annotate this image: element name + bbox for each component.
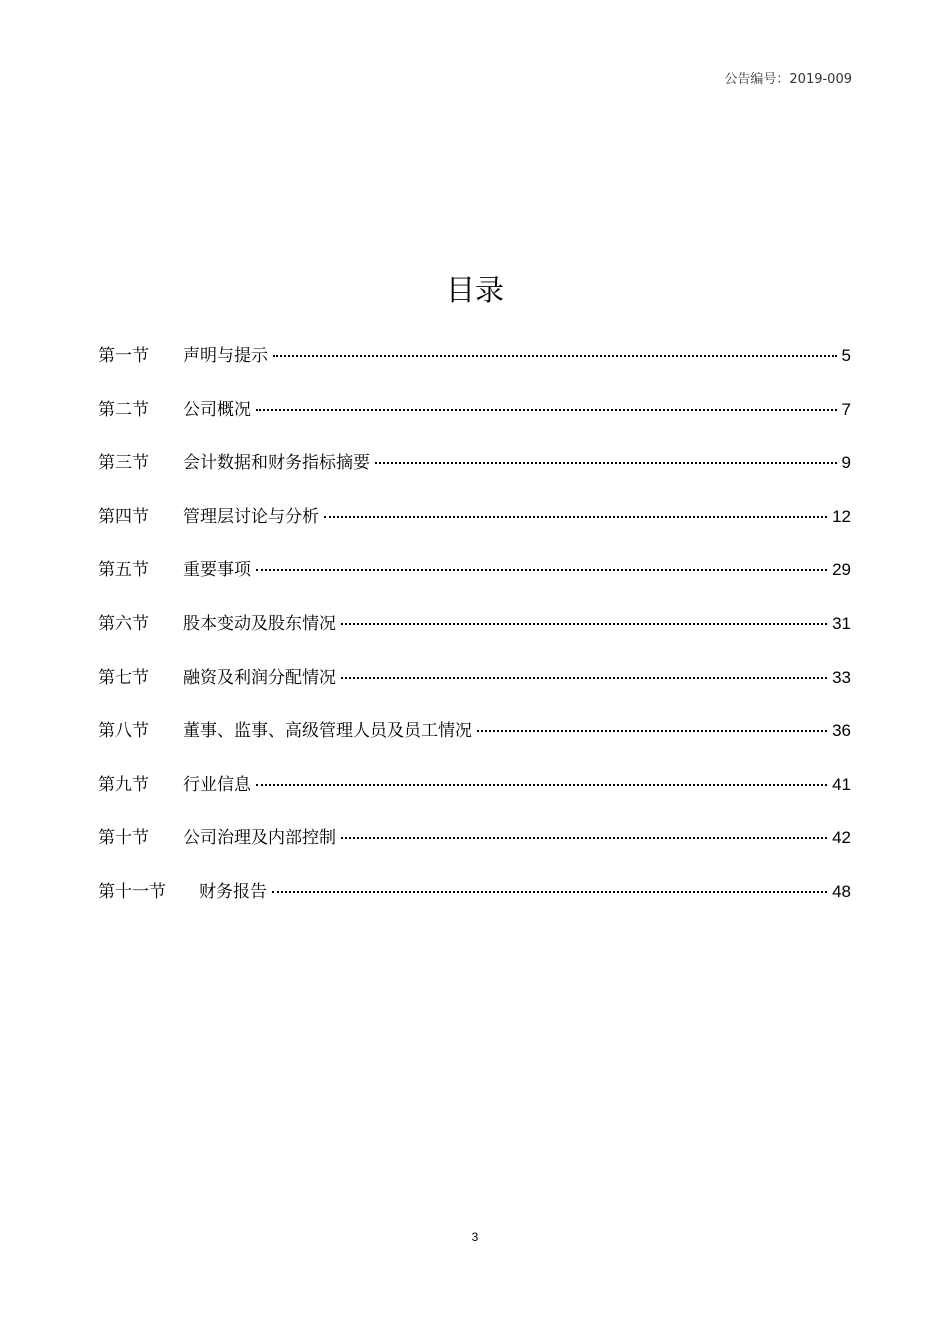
- toc-section-title: 会计数据和财务指标摘要: [183, 453, 370, 474]
- toc-section-number: 第十一节: [98, 881, 166, 902]
- toc-entry[interactable]: [98, 821, 851, 875]
- toc-page-number: 5: [841, 346, 851, 365]
- toc-section-number: 第七节: [98, 667, 149, 688]
- toc-leader-dots: [272, 890, 827, 893]
- toc-leader-dots: [341, 622, 827, 625]
- toc-section-number: 第五节: [98, 560, 149, 581]
- toc-entry[interactable]: [98, 500, 851, 554]
- table-of-contents: [98, 339, 851, 929]
- toc-leader-dots: [341, 836, 827, 839]
- toc-entry[interactable]: [98, 607, 851, 661]
- toc-section-number: 第二节: [98, 399, 149, 420]
- toc-page-number: 48: [832, 881, 851, 901]
- toc-leader-dots: [324, 515, 827, 518]
- toc-page-number: 7: [841, 399, 851, 419]
- toc-leader-dots: [375, 461, 837, 464]
- toc-section-number: 第四节: [98, 506, 149, 527]
- toc-entry[interactable]: [98, 875, 851, 929]
- toc-section-title: 行业信息: [183, 774, 251, 795]
- toc-page-number: 12: [832, 506, 851, 526]
- toc-page-number: 31: [832, 613, 851, 633]
- toc-leader-dots: [273, 354, 837, 357]
- toc-leader-dots: [256, 568, 827, 571]
- toc-page-number: 42: [832, 828, 851, 848]
- toc-page-number: 41: [832, 774, 851, 794]
- toc-section-number: 第九节: [98, 774, 149, 795]
- toc-section-number: 第三节: [98, 453, 149, 474]
- toc-section-title: 融资及利润分配情况: [183, 667, 336, 688]
- toc-section-number: 第八节: [98, 721, 149, 742]
- toc-leader-dots: [477, 729, 827, 732]
- toc-page-number: 9: [841, 453, 851, 473]
- toc-entry[interactable]: [98, 339, 851, 393]
- toc-page-number: 36: [832, 721, 851, 741]
- toc-section-title: 公司治理及内部控制: [183, 828, 336, 849]
- toc-entry[interactable]: [98, 553, 851, 607]
- toc-leader-dots: [256, 783, 827, 786]
- toc-leader-dots: [256, 408, 837, 411]
- page-title: 目录: [445, 273, 504, 307]
- toc-section-number: 第十节: [98, 828, 149, 849]
- toc-section-title: 声明与提示: [183, 346, 268, 366]
- announcement-code: 公告编号：2019-009: [724, 72, 852, 87]
- toc-section-title: 管理层讨论与分析: [183, 506, 319, 527]
- toc-entry[interactable]: [98, 393, 851, 447]
- toc-section-title: 股本变动及股东情况: [183, 613, 336, 634]
- toc-entry[interactable]: [98, 768, 851, 822]
- toc-section-title: 重要事项: [183, 560, 251, 581]
- toc-entry[interactable]: [98, 714, 851, 768]
- toc-leader-dots: [341, 676, 827, 679]
- toc-page-number: 33: [832, 667, 851, 687]
- toc-section-title: 公司概况: [183, 399, 251, 420]
- toc-section-title: 财务报告: [199, 881, 267, 902]
- toc-page-number: 29: [832, 560, 851, 580]
- toc-section-number: 第六节: [98, 613, 149, 634]
- toc-entry[interactable]: [98, 446, 851, 500]
- toc-section-number: 第一节: [98, 346, 149, 366]
- footer-page-number: 3: [471, 1230, 479, 1244]
- toc-entry[interactable]: [98, 661, 851, 715]
- toc-section-title: 董事、监事、高级管理人员及员工情况: [183, 721, 472, 742]
